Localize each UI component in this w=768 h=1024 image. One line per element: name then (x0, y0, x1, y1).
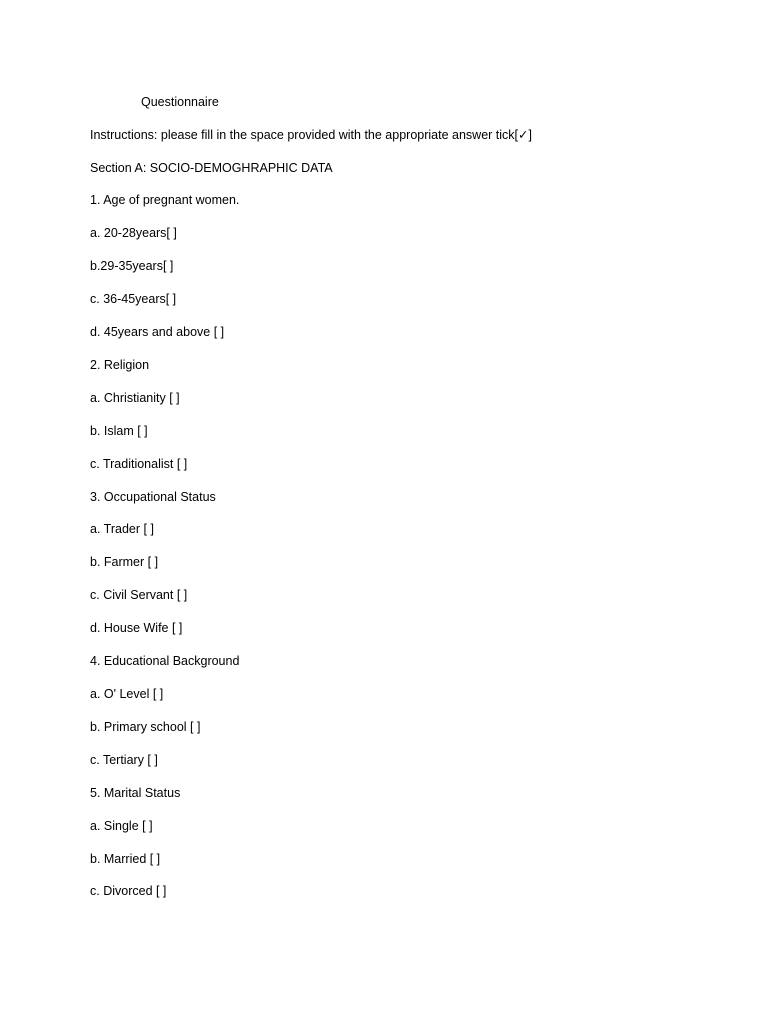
option-occupation-c: c. Civil Servant [ ] (90, 588, 188, 602)
option-age-b: b.29-35years[ ] (90, 259, 174, 273)
option-education-a: a. O' Level [ ] (90, 687, 164, 701)
option-age-a: a. 20-28years[ ] (90, 226, 177, 240)
option-religion-c: c. Traditionalist [ ] (90, 457, 188, 471)
option-occupation-a: a. Trader [ ] (90, 522, 154, 536)
option-age-d: d. 45years and above [ ] (90, 325, 225, 339)
section-heading: Section A: SOCIO-DEMOGHRAPHIC DATA (90, 161, 333, 175)
option-religion-b: b. Islam [ ] (90, 424, 148, 438)
question-marital: 5. Marital Status (90, 786, 181, 800)
question-education: 4. Educational Background (90, 654, 240, 668)
option-occupation-b: b. Farmer [ ] (90, 555, 159, 569)
instructions-text: Instructions: please fill in the space provided with the appropriate answer tick[✓] (90, 128, 532, 142)
question-religion: 2. Religion (90, 358, 150, 372)
question-age: 1. Age of pregnant women. (90, 193, 240, 207)
option-religion-a: a. Christianity [ ] (90, 391, 180, 405)
option-marital-a: a. Single [ ] (90, 819, 153, 833)
option-age-c: c. 36-45years[ ] (90, 292, 177, 306)
document-title: Questionnaire (141, 95, 219, 109)
option-marital-b: b. Married [ ] (90, 852, 161, 866)
option-education-b: b. Primary school [ ] (90, 720, 201, 734)
option-occupation-d: d. House Wife [ ] (90, 621, 183, 635)
option-marital-c: c. Divorced [ ] (90, 884, 167, 898)
option-education-c: c. Tertiary [ ] (90, 753, 158, 767)
question-occupation: 3. Occupational Status (90, 490, 216, 504)
